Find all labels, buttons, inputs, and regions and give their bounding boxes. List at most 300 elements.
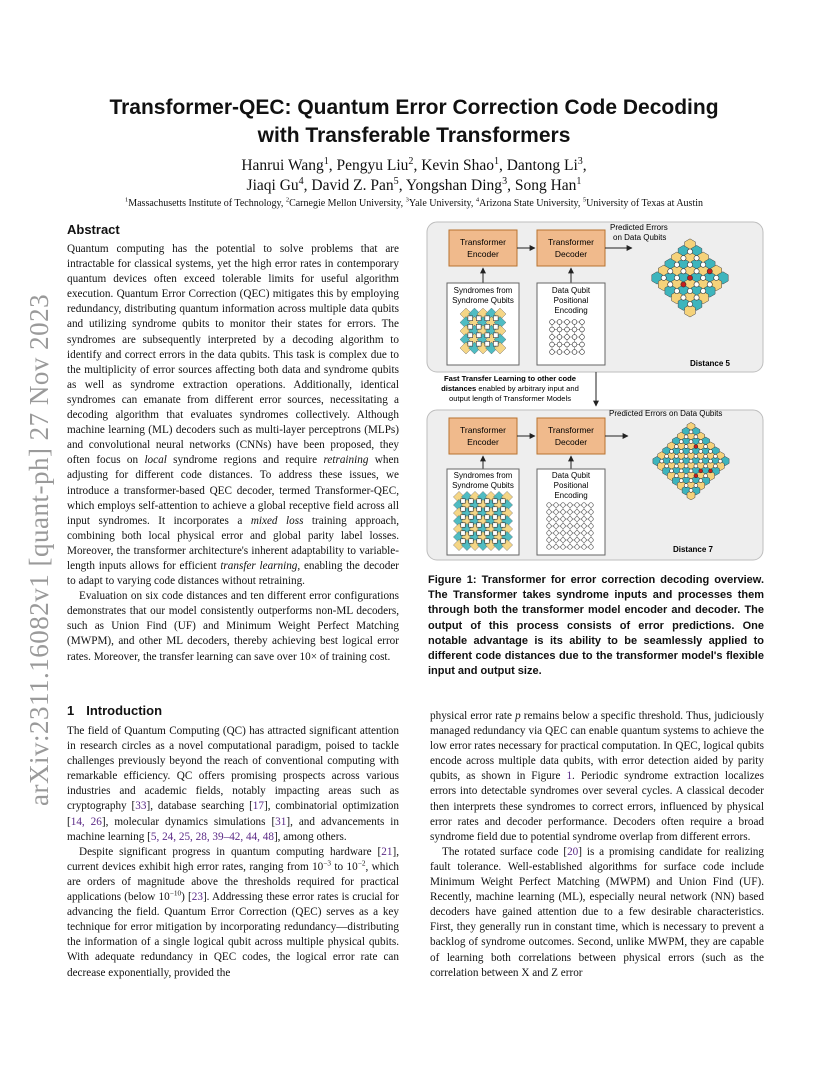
syndrome-qubit-square bbox=[469, 507, 473, 511]
data-qubit-prediction bbox=[674, 474, 678, 478]
syndrome-qubit-square bbox=[485, 499, 489, 503]
data-qubit-prediction bbox=[687, 262, 692, 267]
bottom-decoder-box bbox=[537, 418, 605, 454]
data-qubit-prediction bbox=[699, 479, 703, 483]
positional-node bbox=[582, 510, 586, 514]
positional-node bbox=[565, 327, 570, 332]
positional-node bbox=[582, 531, 586, 535]
data-qubit-prediction bbox=[684, 445, 688, 449]
text-run: ], among others. bbox=[273, 830, 347, 843]
positional-node bbox=[554, 538, 558, 542]
positional-node bbox=[554, 545, 558, 549]
data-qubit-prediction bbox=[661, 275, 666, 280]
data-qubit-prediction bbox=[689, 479, 693, 483]
arxiv-id: arXiv:2311.16082v1 [quant-ph] 27 Nov 2023 bbox=[24, 293, 54, 806]
data-qubit-prediction bbox=[709, 459, 713, 463]
positional-node bbox=[580, 327, 585, 332]
text-run: The rotated surface code [ bbox=[442, 845, 568, 858]
text-run: ] is a promising candidate for realizing fault tolerance. Well-established algorithms for surface code include Minimum Weight Perfect Matching (MWPM) and Union Find (UF). Recently, machine learning (ML), especially neural network (NN) based decoders have gained attention due to a few desirable characteristics. First, they generally run in constant time, which is necessary to prevent a backlog of syndrome outcomes. Second, unlike MWPM, they are capable of learning both correlations between physical errors (such as the correlation between X and Z error bbox=[430, 845, 764, 979]
data-qubit-prediction bbox=[689, 430, 693, 434]
positional-node bbox=[565, 342, 570, 347]
data-qubit-prediction bbox=[670, 449, 674, 453]
syndrome-qubit-square bbox=[485, 523, 489, 527]
affiliation-mark: 4 bbox=[475, 196, 480, 204]
bottom-syndrome-grid bbox=[453, 491, 512, 550]
syndrome-qubit-square bbox=[476, 324, 481, 329]
author-affiliation-mark: 3 bbox=[502, 175, 508, 187]
top-encoder-label-2: Encoder bbox=[467, 249, 499, 259]
positional-node bbox=[557, 350, 562, 355]
text-run: Quantum computing has the potential to solve problems that are intractable for classical systems, yet the high error rates in contemporary quantum devices often exceed tolerable limits for useful algorithm execution. Quantum Error Correction (QEC) mitigates this by employing redundancy, distributing quantum information across multiple data qubits and utilizing syndrome qubits to monitor their states for errors. The syndromes are subsequently interpreted by a decoding algorithm to identify and correct errors in the data qubits. This task is complex due to the multiplicity of error sources affecting both data and syndrome qubits as well as syndrome extraction operations. Additionally, identical syndromes can emanate from different error sources, necessitating a decoding algorithm that evaluates syndromes collectively. Although machine learning (ML) decoders such as multi-layer perceptrons (MLPs) and convolutional neural networks (CNNs) have been proposed, they often focus on bbox=[67, 243, 399, 467]
syndrome-qubit-square bbox=[493, 499, 497, 503]
emphasis: p bbox=[515, 710, 521, 722]
data-qubit-prediction bbox=[687, 275, 692, 280]
author-affiliation-mark: 1 bbox=[323, 155, 329, 167]
figure-1 bbox=[425, 220, 765, 570]
affiliation-name: University of Texas at Austin bbox=[586, 198, 704, 209]
bottom-decoder-label-2: Decoder bbox=[554, 437, 588, 447]
intro-paragraph-4 bbox=[430, 845, 764, 981]
top-predicted-label-2: on Data Qubits bbox=[613, 233, 667, 242]
syndrome-qubit-square bbox=[493, 333, 498, 338]
positional-node bbox=[575, 524, 579, 528]
author-name: Kevin Shao bbox=[421, 157, 494, 174]
data-qubit-prediction bbox=[674, 288, 679, 293]
paper-title bbox=[70, 94, 758, 150]
positional-node bbox=[561, 510, 565, 514]
author-name: Hanrui Wang bbox=[241, 157, 324, 174]
data-qubit-prediction bbox=[689, 469, 693, 473]
author-affiliation-mark: 3 bbox=[577, 155, 583, 167]
data-qubit-prediction bbox=[674, 454, 678, 458]
author-affiliation-mark: 1 bbox=[493, 155, 499, 167]
data-qubit-prediction bbox=[714, 275, 719, 280]
top-syndromes-label-2: Syndrome Qubits bbox=[452, 296, 514, 305]
top-decoder-box bbox=[537, 230, 605, 266]
data-qubit-prediction bbox=[704, 464, 708, 468]
citation-link[interactable]: 17 bbox=[252, 800, 264, 813]
top-posenc-label-3: Encoding bbox=[554, 306, 588, 315]
syndrome-qubit-square bbox=[485, 539, 489, 543]
affiliation-mark: 1 bbox=[124, 196, 129, 204]
data-qubit-prediction bbox=[704, 454, 708, 458]
positional-node bbox=[547, 538, 551, 542]
emphasis: retraining bbox=[323, 454, 369, 467]
positional-node bbox=[589, 538, 593, 542]
syndrome-qubit-square bbox=[493, 316, 498, 321]
data-qubit-prediction bbox=[694, 256, 699, 261]
data-qubit-prediction bbox=[660, 459, 664, 463]
text-run: when adjusting for different code distances. To address these issues, we introduce a transformer-based QEC decoder, termed Transformer-QEC, which employs self-attention to achieve a global receptive field across all input syndromes. It incorporates a bbox=[67, 454, 399, 527]
syndrome-qubit-square bbox=[468, 341, 473, 346]
authors-line-1: Hanrui Wang$^1$, Pengyu Liu$^2$, Kevin Shao$^1$, Dantong Li$^3$, bbox=[241, 155, 587, 174]
syndrome-qubit-square bbox=[461, 499, 465, 503]
syndrome-qubit-square bbox=[493, 324, 498, 329]
text-run: , which are orders of magnitude above the thresholds required for practical applications (below 10 bbox=[67, 860, 400, 904]
author-affiliation-mark: 1 bbox=[576, 175, 582, 187]
positional-node bbox=[561, 531, 565, 535]
bottom-encoder-label-1: Transformer bbox=[460, 425, 506, 435]
top-encoder-box bbox=[449, 230, 517, 266]
data-qubit-prediction bbox=[684, 435, 688, 439]
positional-node bbox=[547, 531, 551, 535]
positional-node bbox=[568, 524, 572, 528]
positional-node bbox=[557, 320, 562, 325]
text-run: to 10 bbox=[331, 860, 358, 873]
data-qubit-prediction bbox=[699, 449, 703, 453]
bottom-posenc-label-3: Encoding bbox=[554, 491, 588, 500]
syndrome-qubit-square bbox=[485, 515, 489, 519]
syndrome-qubit-square bbox=[477, 523, 481, 527]
intro-paragraph-3 bbox=[430, 709, 764, 845]
citation-link[interactable]: 33 bbox=[135, 800, 147, 813]
positional-node bbox=[568, 531, 572, 535]
positional-node bbox=[550, 327, 555, 332]
section-heading-introduction bbox=[67, 703, 162, 718]
data-qubit-prediction bbox=[709, 469, 713, 473]
citation-link[interactable]: 14, 26 bbox=[70, 815, 102, 828]
emphasis: transfer learning bbox=[220, 559, 298, 572]
data-qubit-prediction bbox=[704, 474, 708, 478]
positional-node bbox=[575, 545, 579, 549]
positional-node bbox=[582, 545, 586, 549]
syndrome-qubit-square bbox=[476, 316, 481, 321]
syndrome-qubit-square bbox=[493, 507, 497, 511]
data-qubit-prediction bbox=[699, 459, 703, 463]
data-qubit-prediction bbox=[665, 464, 669, 468]
emphasis: mixed loss bbox=[250, 514, 304, 527]
citation-link[interactable]: 5, 24, 25, 28, 39–42, 44, 48 bbox=[150, 830, 274, 843]
syndrome-qubit-square bbox=[469, 523, 473, 527]
data-qubit-prediction bbox=[707, 282, 712, 287]
data-qubit-prediction bbox=[699, 440, 703, 444]
citation-link[interactable]: 1 bbox=[566, 770, 573, 783]
data-qubit-prediction bbox=[681, 256, 686, 261]
author-affiliation-mark: 5 bbox=[393, 175, 399, 187]
title-line-1: Transformer-QEC: Quantum Error Correction Code Decoding bbox=[109, 96, 719, 119]
top-syndrome-grid bbox=[460, 308, 506, 354]
data-qubit-prediction bbox=[701, 288, 706, 293]
author-name: Jiaqi Gu bbox=[246, 177, 299, 194]
data-qubit-prediction bbox=[694, 269, 699, 274]
top-posenc-label-2: Positional bbox=[553, 296, 589, 305]
syndrome-qubit-square bbox=[469, 539, 473, 543]
positional-node bbox=[561, 524, 565, 528]
exponent: −3 bbox=[323, 859, 331, 868]
syndrome-qubit-square bbox=[485, 324, 490, 329]
positional-node bbox=[554, 503, 558, 507]
data-qubit-prediction bbox=[670, 459, 674, 463]
positional-node bbox=[572, 342, 577, 347]
author-name: Pengyu Liu bbox=[336, 157, 409, 174]
syndrome-qubit-square bbox=[468, 316, 473, 321]
data-qubit-prediction bbox=[679, 449, 683, 453]
text-run: physical error rate bbox=[430, 710, 516, 722]
positional-node bbox=[568, 503, 572, 507]
positional-node bbox=[575, 517, 579, 521]
positional-node bbox=[550, 342, 555, 347]
transfer-note-line-2: distances enabled by arbitrary input and bbox=[441, 384, 579, 393]
data-qubit-prediction bbox=[704, 445, 708, 449]
positional-node bbox=[572, 327, 577, 332]
data-qubit-prediction bbox=[694, 484, 698, 488]
syndrome-qubit-square bbox=[461, 523, 465, 527]
syndrome-qubit-square bbox=[493, 515, 497, 519]
syndrome-qubit-square bbox=[477, 539, 481, 543]
bottom-encoder-label-2: Encoder bbox=[467, 437, 499, 447]
abstract-paragraph-2 bbox=[67, 589, 399, 664]
citation-link[interactable]: 23 bbox=[191, 891, 203, 904]
intro-paragraph-1 bbox=[67, 724, 399, 845]
transfer-learning-note bbox=[441, 374, 579, 403]
positional-node bbox=[575, 531, 579, 535]
positional-node bbox=[550, 350, 555, 355]
positional-node bbox=[589, 524, 593, 528]
data-qubit-prediction bbox=[707, 269, 712, 274]
data-qubit-prediction bbox=[668, 282, 673, 287]
positional-node bbox=[554, 517, 558, 521]
text-run: remains below a specific threshold. Thus, judiciously managed redundancy via QEC can enable quantum systems to achieve the low error rates necessary for practical computation. In QEC, logical qubits encode across multiple data qubits, with error detection aided by parity qubits, as shown in Figure bbox=[430, 710, 764, 783]
positional-node bbox=[561, 503, 565, 507]
data-qubit-prediction bbox=[694, 454, 698, 458]
bottom-posenc-label-2: Positional bbox=[553, 481, 589, 490]
positional-node bbox=[550, 320, 555, 325]
syndrome-qubit-square bbox=[485, 507, 489, 511]
syndrome-qubit-square bbox=[461, 507, 465, 511]
syndrome-qubit-square bbox=[469, 515, 473, 519]
affiliation-name: Carnegie Mellon University bbox=[289, 198, 401, 209]
syndrome-qubit-square bbox=[461, 531, 465, 535]
text-run: syndrome regions and require bbox=[166, 454, 324, 467]
syndrome-qubit-square bbox=[461, 515, 465, 519]
syndrome-qubit-square bbox=[501, 531, 505, 535]
data-qubit-prediction bbox=[718, 459, 722, 463]
bottom-predicted-label: Predicted Errors on Data Qubits bbox=[609, 409, 723, 418]
positional-node bbox=[580, 335, 585, 340]
syndrome-qubit-square bbox=[501, 539, 505, 543]
data-qubit-prediction bbox=[665, 454, 669, 458]
introduction-right-column bbox=[430, 709, 764, 981]
author-name: Dantong Li bbox=[506, 157, 578, 174]
data-qubit-prediction bbox=[679, 479, 683, 483]
bottom-posenc-label-1: Data Qubit bbox=[551, 471, 591, 480]
positional-node bbox=[554, 531, 558, 535]
positional-node bbox=[580, 342, 585, 347]
data-qubit-prediction bbox=[674, 275, 679, 280]
syndrome-qubit-square bbox=[501, 515, 505, 519]
data-qubit-prediction bbox=[701, 262, 706, 267]
data-qubit-prediction bbox=[681, 282, 686, 287]
positional-node bbox=[554, 510, 558, 514]
syndrome-qubit-square bbox=[477, 507, 481, 511]
top-posenc-label-1: Data Qubit bbox=[551, 286, 591, 295]
positional-node bbox=[565, 350, 570, 355]
syndrome-qubit-square bbox=[468, 333, 473, 338]
author-affiliation-mark: 2 bbox=[408, 155, 414, 167]
syndrome-qubit-square bbox=[501, 523, 505, 527]
text-run: ], molecular dynamics simulations [ bbox=[101, 815, 276, 828]
emphasis: local bbox=[144, 454, 167, 467]
data-qubit-prediction bbox=[684, 484, 688, 488]
positional-node bbox=[547, 510, 551, 514]
syndrome-qubit-square bbox=[477, 515, 481, 519]
citation-link[interactable]: 31 bbox=[275, 815, 287, 828]
data-qubit-prediction bbox=[681, 269, 686, 274]
positional-node bbox=[561, 538, 565, 542]
positional-node bbox=[575, 510, 579, 514]
text-run: ) [ bbox=[181, 891, 192, 904]
positional-node bbox=[589, 503, 593, 507]
syndrome-qubit-square bbox=[493, 531, 497, 535]
top-predicted-label-1: Predicted Errors bbox=[610, 223, 668, 232]
affiliations: $^1$Massachusetts Institute of Technology, $^2$Carnegie Mellon University, $^3$Yale University, $^4$Arizona State University, $^5$University of Texas at Austin bbox=[124, 196, 704, 209]
data-qubit-prediction bbox=[701, 275, 706, 280]
text-run: training approach, combining both local physical error and global parity label losses. Moreover, the transformer architecture's inherent adaptability to variable-length inputs allows for efficient bbox=[67, 514, 400, 572]
data-qubit-prediction bbox=[694, 464, 698, 468]
positional-node bbox=[575, 503, 579, 507]
positional-node bbox=[568, 538, 572, 542]
positional-node bbox=[589, 545, 593, 549]
authors-line-2: Jiaqi Gu$^4$, David Z. Pan$^5$, Yongshan Ding$^3$, Song Han$^1$ bbox=[246, 175, 582, 194]
positional-node bbox=[561, 517, 565, 521]
data-qubit-prediction bbox=[689, 449, 693, 453]
syndrome-qubit-square bbox=[477, 499, 481, 503]
positional-node bbox=[582, 503, 586, 507]
data-qubit-prediction bbox=[687, 288, 692, 293]
data-qubit-prediction bbox=[689, 440, 693, 444]
text-run: ], and advancements in machine learning [ bbox=[67, 815, 399, 843]
data-qubit-prediction bbox=[709, 449, 713, 453]
positional-node bbox=[561, 545, 565, 549]
syndrome-qubit-square bbox=[477, 531, 481, 535]
title-line-2: with Transferable Transformers bbox=[257, 124, 571, 147]
data-qubit-prediction bbox=[687, 302, 692, 307]
positional-node bbox=[568, 545, 572, 549]
data-qubit-prediction bbox=[684, 474, 688, 478]
affiliation-name: Massachusetts Institute of Technology bbox=[128, 198, 281, 209]
positional-node bbox=[580, 350, 585, 355]
intro-paragraph-2 bbox=[67, 845, 399, 981]
introduction-left-column bbox=[67, 724, 399, 981]
section-title: Introduction bbox=[86, 703, 163, 718]
affiliation-mark: 3 bbox=[405, 196, 409, 204]
text-run: The field of Quantum Computing (QC) has attracted significant attention in research circles as a novel computational paradigm, poised to tackle challenges previously beyond the reach of conventional computing with remarkable efficiency. QC offers promising prospects across various industries and academic fields, notably impacting areas such as cryptography [ bbox=[67, 725, 399, 813]
text-run: ], database searching [ bbox=[146, 800, 253, 813]
positional-node bbox=[582, 517, 586, 521]
text-run: Despite significant progress in quantum computing hardware [ bbox=[79, 845, 382, 858]
positional-node bbox=[572, 350, 577, 355]
data-qubit-prediction bbox=[713, 464, 717, 468]
arxiv-stamp bbox=[18, 250, 58, 810]
positional-node bbox=[589, 510, 593, 514]
exponent: −10 bbox=[169, 889, 182, 898]
positional-node bbox=[557, 327, 562, 332]
syndrome-qubit-square bbox=[469, 499, 473, 503]
data-qubit-prediction bbox=[679, 459, 683, 463]
positional-node bbox=[582, 524, 586, 528]
syndrome-qubit-square bbox=[485, 316, 490, 321]
text-run: ], current devices exhibit high error rates, ranging from 10 bbox=[67, 845, 399, 873]
syndrome-qubit-square bbox=[485, 531, 489, 535]
bottom-syndromes-label-1: Syndromes from bbox=[453, 471, 513, 480]
syndrome-qubit-square bbox=[493, 341, 498, 346]
affiliation-mark: 5 bbox=[582, 196, 587, 204]
positional-node bbox=[572, 320, 577, 325]
data-qubit-prediction bbox=[674, 464, 678, 468]
data-qubit-prediction bbox=[694, 474, 698, 478]
data-qubit-prediction bbox=[679, 469, 683, 473]
positional-node bbox=[575, 538, 579, 542]
positional-node bbox=[572, 335, 577, 340]
text-run: ]. Addressing these error rates is crucial for advancing the field. Quantum Error Correction (QEC) serves as a key technique for error mitigation by incorporating redundancy—distributing the information of a single logical qubit across multiple physical qubits. With adequate redundancy in QEC codes, the logical error rate can decrease exponentially, provided the bbox=[67, 891, 399, 979]
top-distance-label: Distance 5 bbox=[689, 359, 731, 368]
positional-node bbox=[580, 320, 585, 325]
author-name: Yongshan Ding bbox=[405, 177, 503, 194]
data-qubit-prediction bbox=[689, 488, 693, 492]
positional-node bbox=[550, 335, 555, 340]
abstract-paragraph-1 bbox=[67, 242, 399, 589]
author-affiliation-mark: 4 bbox=[298, 175, 304, 187]
figure-1-caption: Figure 1: Transformer for error correction decoding overview. The Transformer takes syndrome inputs and processes them through both the transformer model encoder and decoder. The output of this process consists of error predictions. One notable advantage is its ability to be seamlessly applied to different code distances due to the transformer model's flexible input and output size. bbox=[428, 574, 764, 678]
bottom-distance-label: Distance 7 bbox=[672, 545, 714, 554]
syndrome-qubit-square bbox=[493, 539, 497, 543]
affiliation-mark: 2 bbox=[285, 196, 290, 204]
positional-node bbox=[554, 524, 558, 528]
text-run: . Periodic syndrome extraction localizes errors into detectable syndromes over several cycles. A classical decoder then interprets these syndromes to correct errors, influenced by physical error rates and decoder performance. Decoders often require a broad syndrome field due to potential syndrome overlap from different errors. bbox=[430, 770, 764, 843]
positional-node bbox=[565, 335, 570, 340]
data-qubit-prediction bbox=[684, 454, 688, 458]
data-qubit-prediction bbox=[694, 282, 699, 287]
author-name: Song Han bbox=[514, 177, 577, 194]
syndrome-qubit-square bbox=[476, 341, 481, 346]
data-qubit-prediction bbox=[694, 445, 698, 449]
abstract-heading: Abstract bbox=[67, 222, 120, 237]
syndrome-qubit-square bbox=[476, 333, 481, 338]
data-qubit-prediction bbox=[668, 269, 673, 274]
syndrome-qubit-square bbox=[469, 531, 473, 535]
citation-link[interactable]: 20 bbox=[567, 845, 579, 858]
data-qubit-prediction bbox=[687, 249, 692, 254]
syndrome-qubit-square bbox=[485, 341, 490, 346]
syndrome-qubit-square bbox=[485, 333, 490, 338]
positional-node bbox=[589, 531, 593, 535]
abstract-body bbox=[67, 242, 399, 665]
exponent: −2 bbox=[357, 859, 366, 868]
text-run: ], combinatorial optimization [ bbox=[67, 800, 399, 828]
data-qubit-prediction bbox=[684, 464, 688, 468]
syndrome-qubit-square bbox=[493, 523, 497, 527]
positional-node bbox=[557, 342, 562, 347]
data-qubit-prediction bbox=[694, 435, 698, 439]
data-qubit-prediction bbox=[689, 459, 693, 463]
section-number: 1 bbox=[67, 703, 75, 718]
text-run: , enabling the decoder to adapt to varying code distances without retraining. bbox=[67, 559, 400, 588]
bottom-encoder-box bbox=[449, 418, 517, 454]
positional-node bbox=[568, 517, 572, 521]
data-qubit-prediction bbox=[670, 469, 674, 473]
data-qubit-prediction bbox=[694, 295, 699, 300]
positional-node bbox=[565, 320, 570, 325]
data-qubit-prediction bbox=[674, 445, 678, 449]
text-run: Evaluation on six code distances and ten different error configurations demonstrates that our model consistently outperforms non-ML decoders, such as Union Find (UF) and Minimum Weight Perfect Matching (MWPM), and other ML decoders, thereby achieving best logical error rates. Moreover, the transfer learning can save over 10× of training cost. bbox=[67, 590, 399, 663]
data-qubit-prediction bbox=[681, 295, 686, 300]
affiliation-name: Arizona State University bbox=[479, 198, 578, 209]
positional-node bbox=[547, 503, 551, 507]
citation-link[interactable]: 21 bbox=[381, 845, 393, 858]
positional-node bbox=[589, 517, 593, 521]
top-decoder-label-2: Decoder bbox=[554, 249, 588, 259]
positional-node bbox=[568, 510, 572, 514]
